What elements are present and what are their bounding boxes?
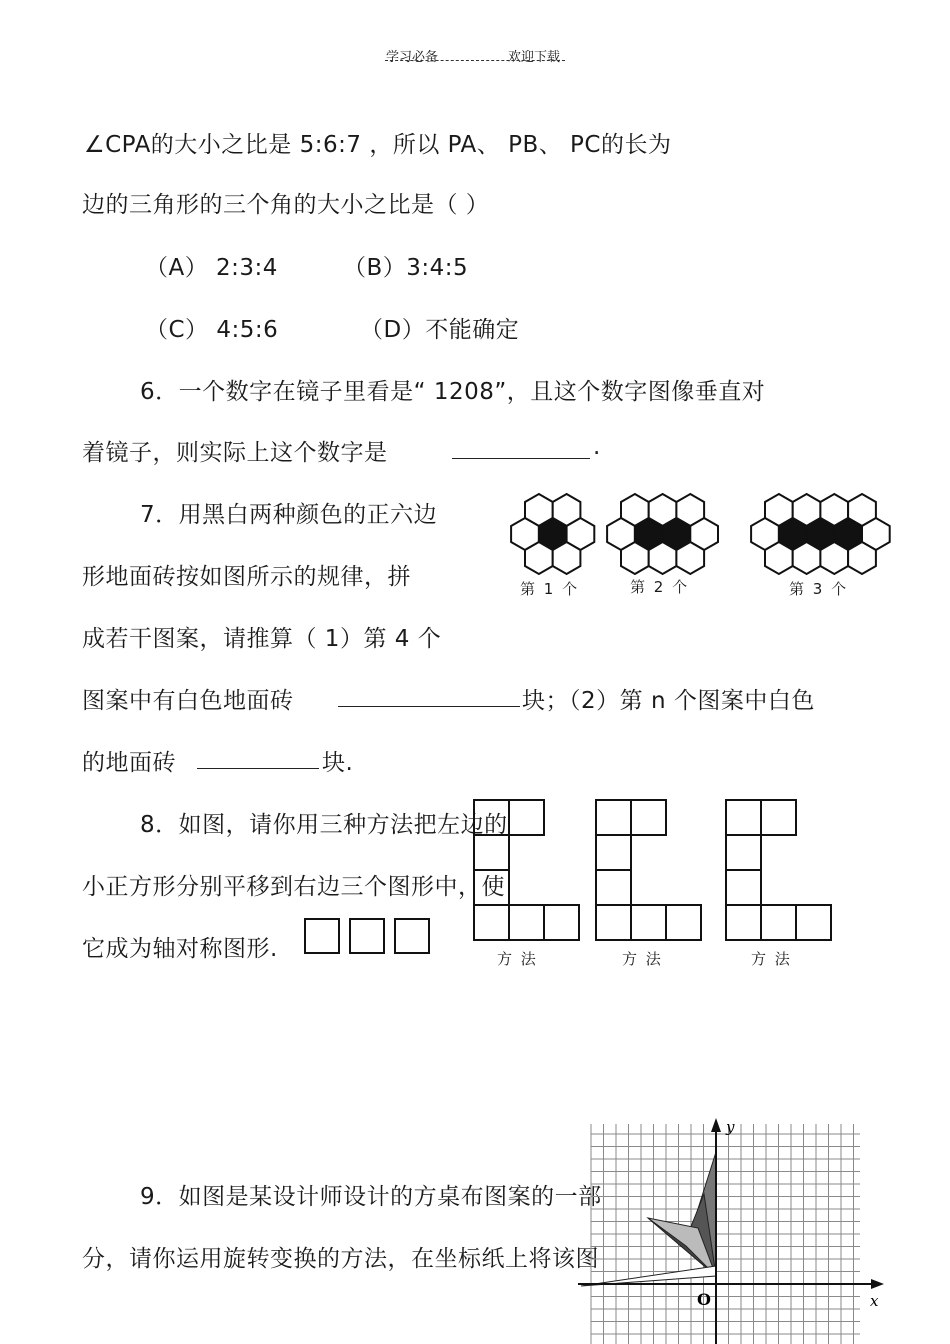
pinwheel-shape (581, 1152, 716, 1286)
white-hex-tile (765, 542, 793, 574)
hex-caption-2: 第 2 个 (630, 578, 690, 596)
white-hex-tile (525, 542, 553, 574)
q7-answer-blank-1[interactable] (338, 684, 520, 707)
option-c: （C） 4:5:6 (145, 317, 279, 343)
method-caption-2: 方 法 (622, 950, 663, 968)
white-hex-tile (649, 542, 677, 574)
small-square-3 (395, 919, 429, 953)
white-hex-tile (848, 542, 876, 574)
option-a: （A） 2:3:4 (145, 255, 278, 281)
y-axis-arrow-icon (711, 1118, 721, 1132)
x-axis-arrow-icon (871, 1279, 884, 1289)
option-b: （B）3:4:5 (343, 255, 469, 281)
origin-label: O (697, 1290, 711, 1309)
white-hex-tile (553, 542, 581, 574)
q5-line-2: 边的三角形的三个角的大小之比是（ ） (82, 192, 490, 218)
white-hex-tile (793, 542, 821, 574)
q6-period: . (593, 434, 601, 460)
square-grid-figures (470, 796, 840, 942)
hexagon-pattern-figure (500, 488, 910, 580)
small-square-2 (350, 919, 384, 953)
header-right: 欢迎下载 (508, 50, 561, 65)
q7-line-5a: 的地面砖 (82, 750, 176, 776)
q6-line-1: 6．一个数字在镜子里看是“ 1208”，且这个数字图像垂直对 (140, 379, 766, 405)
q6-line-2: 着镜子，则实际上这个数字是 (82, 440, 388, 466)
q7-line-2: 形地面砖按如图所示的规律，拼 (82, 564, 411, 590)
hex-caption-3: 第 3 个 (789, 580, 849, 598)
white-hex-tile (621, 542, 649, 574)
method-caption-1: 方 法 (497, 950, 538, 968)
square-figure-2 (596, 800, 701, 940)
q7-line-1: 7．用黑白两种颜色的正六边 (140, 502, 438, 528)
white-hex-tile (676, 542, 704, 574)
coordinate-grid-figure (578, 1116, 890, 1344)
square-figure-3 (726, 800, 831, 940)
q8-line-3: 它成为轴对称图形. (82, 936, 278, 962)
x-axis-label: x (870, 1292, 879, 1310)
header-left: 学习必备 (386, 50, 439, 65)
y-axis-label: y (726, 1118, 735, 1136)
q7-line-4b: 块；（2）第 n 个图案中白色 (522, 688, 815, 714)
square-figure-1 (474, 800, 579, 940)
q7-line-4a: 图案中有白色地面砖 (82, 688, 294, 714)
three-small-squares (302, 916, 434, 956)
q9-line-1: 9．如图是某设计师设计的方桌布图案的一部 (140, 1184, 602, 1210)
method-caption-3: 方 法 (751, 950, 792, 968)
header-dashed-rule (385, 60, 565, 61)
q8-line-2: 小正方形分别平移到右边三个图形中，使 (82, 874, 505, 900)
q7-answer-blank-2[interactable] (197, 746, 319, 769)
q6-answer-blank[interactable] (452, 436, 590, 459)
q7-line-5b: 块. (322, 750, 354, 776)
option-d: （D）不能确定 (360, 317, 520, 343)
small-square-1 (305, 919, 339, 953)
white-hex-tile (820, 542, 848, 574)
hex-caption-1: 第 1 个 (520, 580, 580, 598)
q9-line-2: 分，请你运用旋转变换的方法，在坐标纸上将该图 (82, 1246, 599, 1272)
q7-line-3: 成若干图案，请推算（ 1）第 4 个 (82, 626, 442, 652)
q5-line-1: ∠CPA的大小之比是 5:6:7 ，所以 PA、 PB、 PC的长为 (84, 132, 672, 158)
q8-line-1: 8．如图，请你用三种方法把左边的 (140, 812, 508, 838)
